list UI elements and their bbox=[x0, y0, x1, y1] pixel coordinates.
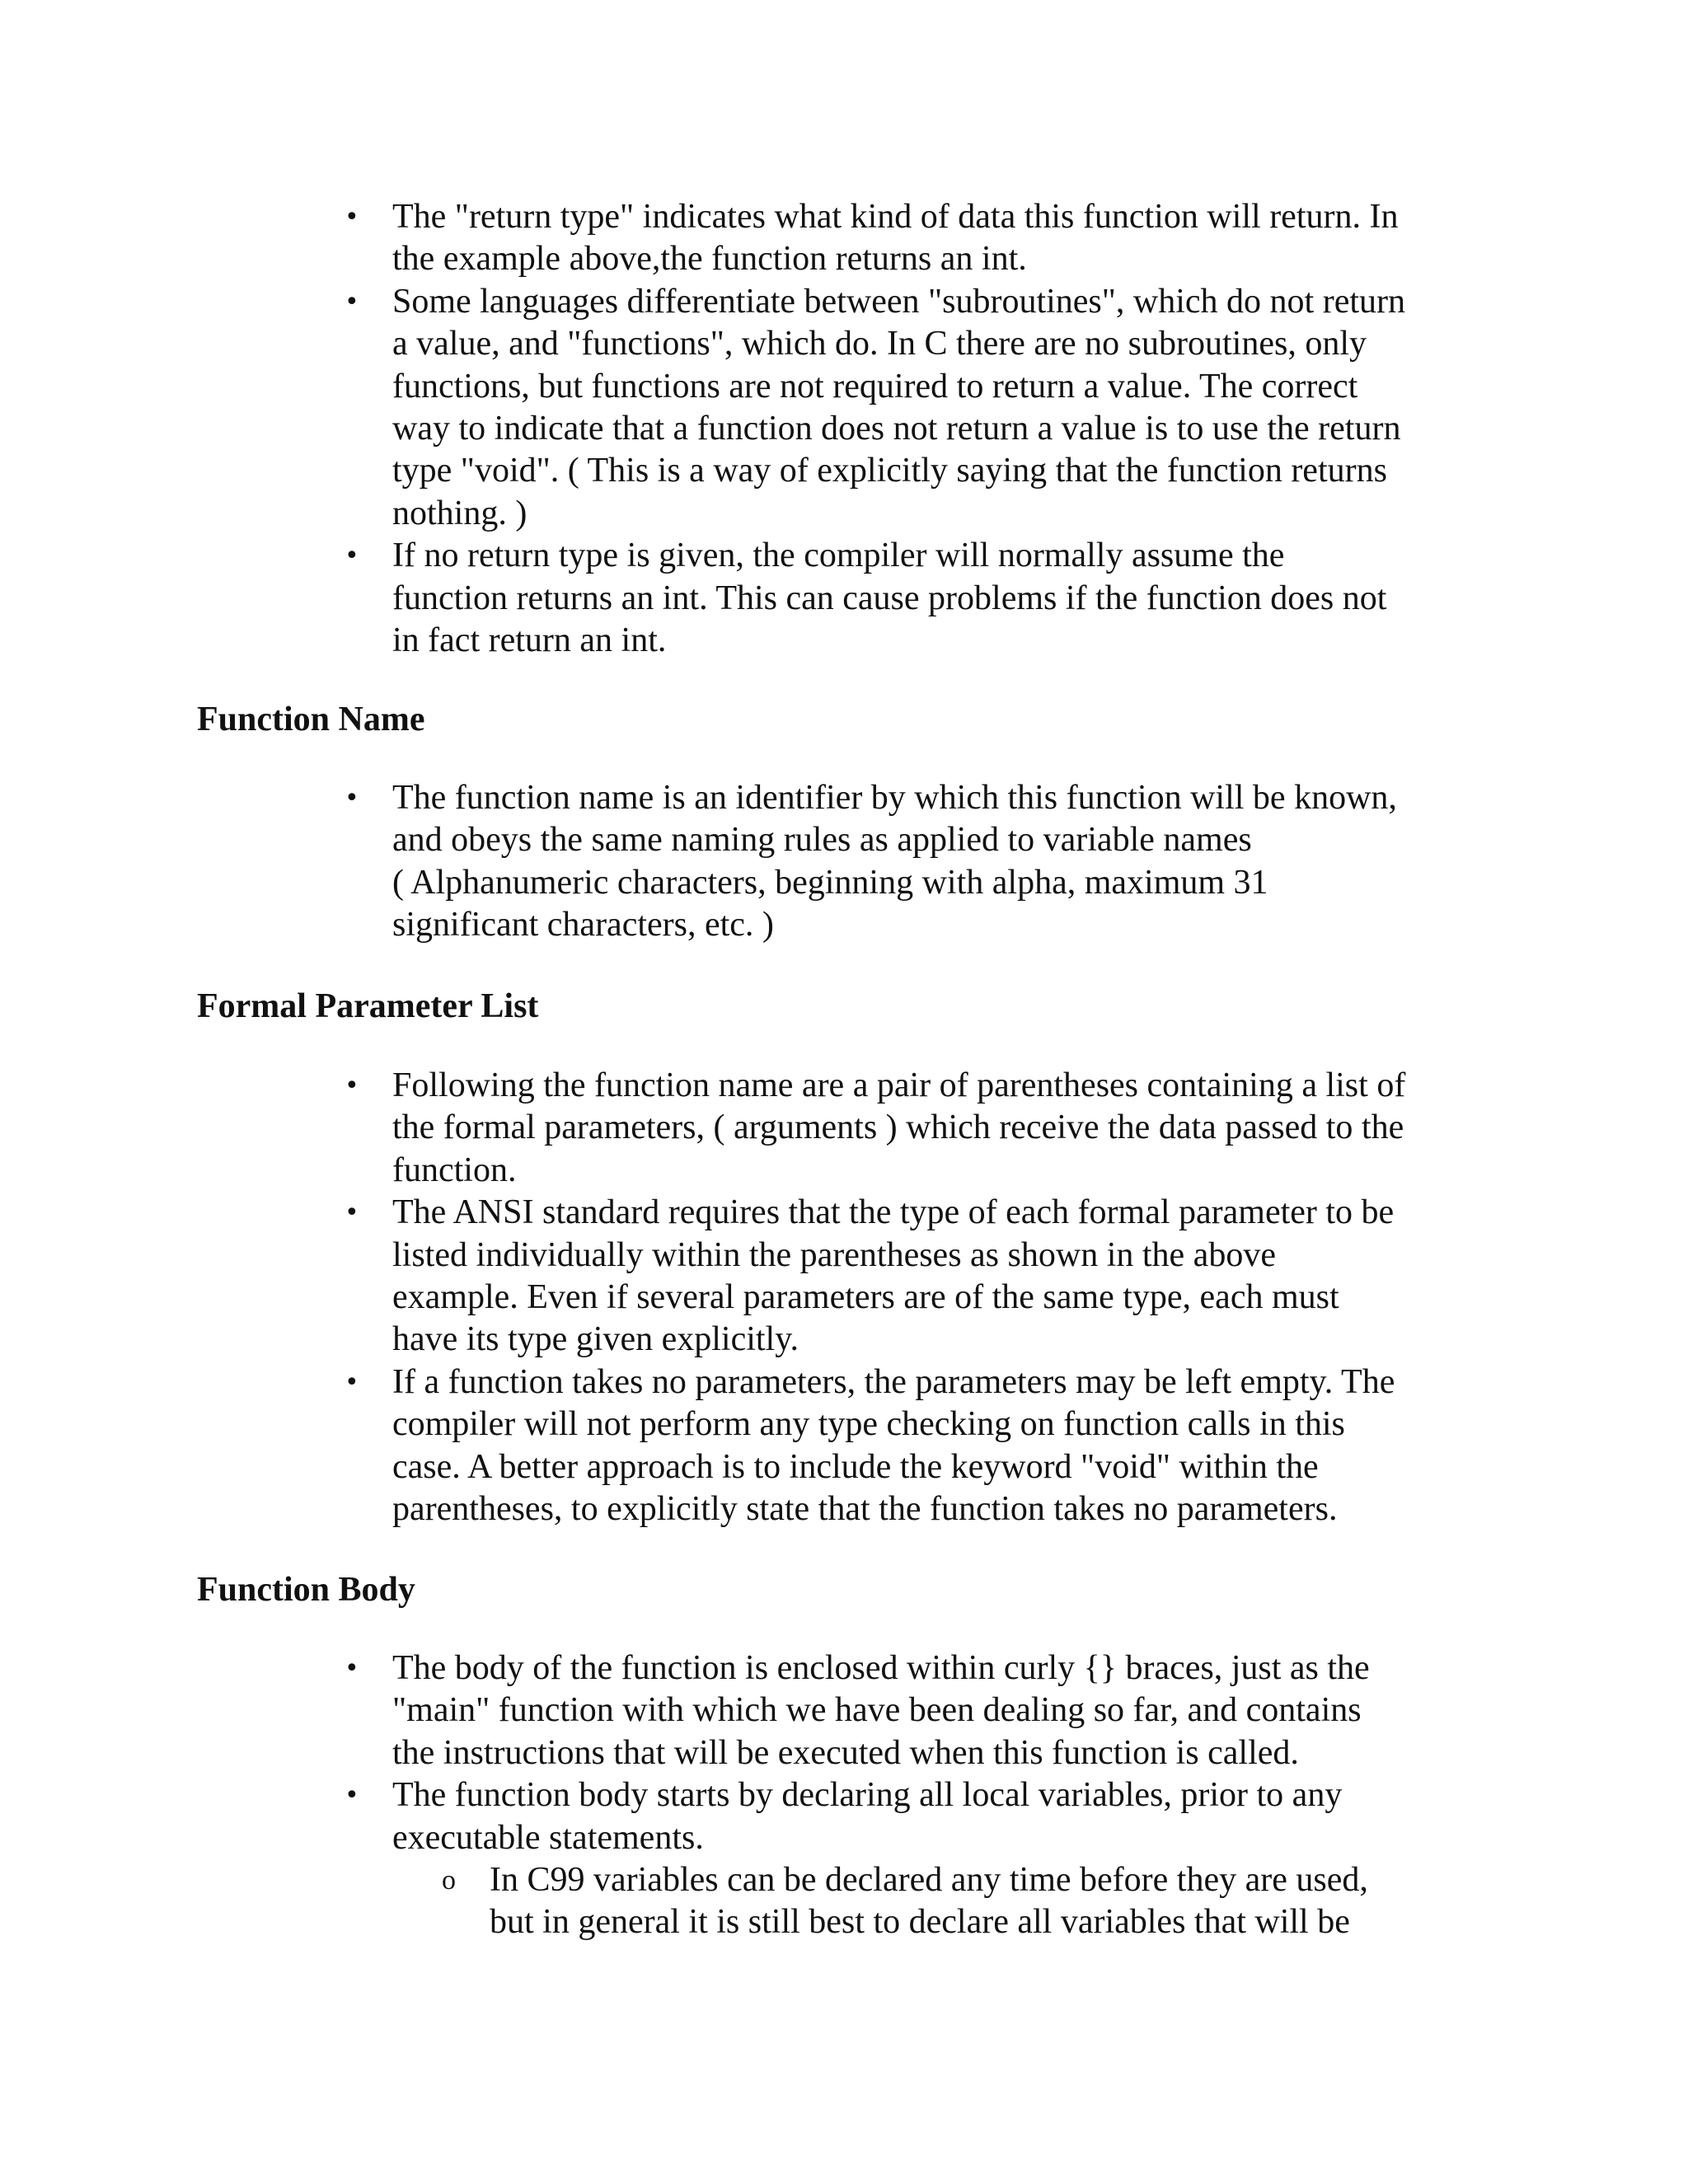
function-name-bullet-list bbox=[0, 777, 1688, 947]
bullet-marker: • bbox=[345, 1071, 359, 1100]
text-line: compiler will not perform any type checking on function calls in this bbox=[392, 1405, 1345, 1444]
sub-list-item bbox=[0, 1859, 1688, 1944]
list-item bbox=[0, 1774, 1688, 1859]
list-item bbox=[0, 281, 1688, 535]
text-line: functions, but functions are not required to return a value. The correct bbox=[392, 367, 1358, 405]
bullet-marker: • bbox=[345, 541, 359, 571]
list-item bbox=[0, 1192, 1688, 1361]
text-line: have its type given explicitly. bbox=[392, 1320, 799, 1359]
bullet-marker: • bbox=[345, 203, 359, 232]
text-line: In C99 variables can be declared any time before they are used, bbox=[490, 1860, 1368, 1899]
text-line: example. Even if several parameters are of the same type, each must bbox=[392, 1277, 1339, 1316]
text-line: nothing. ) bbox=[392, 494, 528, 532]
text-line: executable statements. bbox=[392, 1818, 704, 1857]
function-body-bullet-list bbox=[0, 1647, 1688, 1944]
text-line: function. bbox=[392, 1151, 517, 1189]
text-line: The "return type" indicates what kind of data this function will return. In bbox=[392, 198, 1399, 236]
text-line: Following the function name are a pair of parentheses containing a list of bbox=[392, 1066, 1406, 1104]
text-line: function returns an int. This can cause problems if the function does not bbox=[392, 579, 1387, 617]
list-item bbox=[0, 196, 1688, 281]
text-line: The body of the function is enclosed within curly {} braces, just as the bbox=[392, 1649, 1370, 1687]
text-line: parentheses, to explicitly state that the function takes no parameters. bbox=[392, 1489, 1338, 1528]
section-heading-function-name: Function Name bbox=[197, 701, 425, 738]
text-line: but in general it is still best to declare all variables that will be bbox=[490, 1903, 1350, 1942]
bullet-marker: • bbox=[345, 1654, 359, 1683]
text-line: The function body starts by declaring all local variables, prior to any bbox=[392, 1776, 1343, 1815]
bullet-marker: • bbox=[345, 1198, 359, 1228]
text-line: If no return type is given, the compiler will normally assume the bbox=[392, 537, 1285, 575]
text-line: a value, and "functions", which do. In C there are no subroutines, only bbox=[392, 325, 1367, 363]
bullet-marker: • bbox=[345, 1367, 359, 1397]
text-line: The ANSI standard requires that the type of each formal parameter to be bbox=[392, 1193, 1395, 1232]
text-line: ( Alphanumeric characters, beginning with alpha, maximum 31 bbox=[392, 863, 1268, 902]
bullet-marker: • bbox=[345, 287, 359, 316]
list-item bbox=[0, 1647, 1688, 1774]
text-line: way to indicate that a function does not return a value is to use the return bbox=[392, 409, 1401, 448]
return-type-bullet-list bbox=[0, 196, 1688, 662]
list-item bbox=[0, 535, 1688, 662]
text-line: If a function takes no parameters, the parameters may be left empty. The bbox=[392, 1362, 1395, 1401]
text-line: The function name is an identifier by which this function will be known, bbox=[392, 779, 1397, 817]
bullet-marker: • bbox=[345, 1781, 359, 1811]
text-line: listed individually within the parentheses as shown in the above bbox=[392, 1235, 1276, 1274]
list-item bbox=[0, 1361, 1688, 1531]
text-line: Some languages differentiate between "subroutines", which do not return bbox=[392, 282, 1406, 321]
text-line: the example above,the function returns an int. bbox=[392, 240, 1027, 279]
text-line: in fact return an int. bbox=[392, 621, 667, 659]
list-item bbox=[0, 1065, 1688, 1192]
sub-bullet-marker: o bbox=[442, 1864, 456, 1896]
bullet-marker: • bbox=[345, 784, 359, 813]
section-heading-formal-parameter-list: Formal Parameter List bbox=[197, 987, 539, 1025]
formal-parameter-bullet-list bbox=[0, 1065, 1688, 1530]
text-line: "main" function with which we have been dealing so far, and contains bbox=[392, 1691, 1362, 1730]
text-line: case. A better approach is to include the keyword "void" within the bbox=[392, 1447, 1319, 1486]
text-line: and obeys the same naming rules as applied to variable names bbox=[392, 821, 1252, 860]
list-item bbox=[0, 777, 1688, 947]
text-line: the instructions that will be executed when this function is called. bbox=[392, 1733, 1299, 1772]
text-line: significant characters, etc. ) bbox=[392, 906, 774, 944]
section-heading-function-body: Function Body bbox=[197, 1571, 415, 1609]
text-line: the formal parameters, ( arguments ) which receive the data passed to the bbox=[392, 1108, 1404, 1147]
text-line: type "void". ( This is a way of explicitly saying that the function returns bbox=[392, 452, 1387, 490]
